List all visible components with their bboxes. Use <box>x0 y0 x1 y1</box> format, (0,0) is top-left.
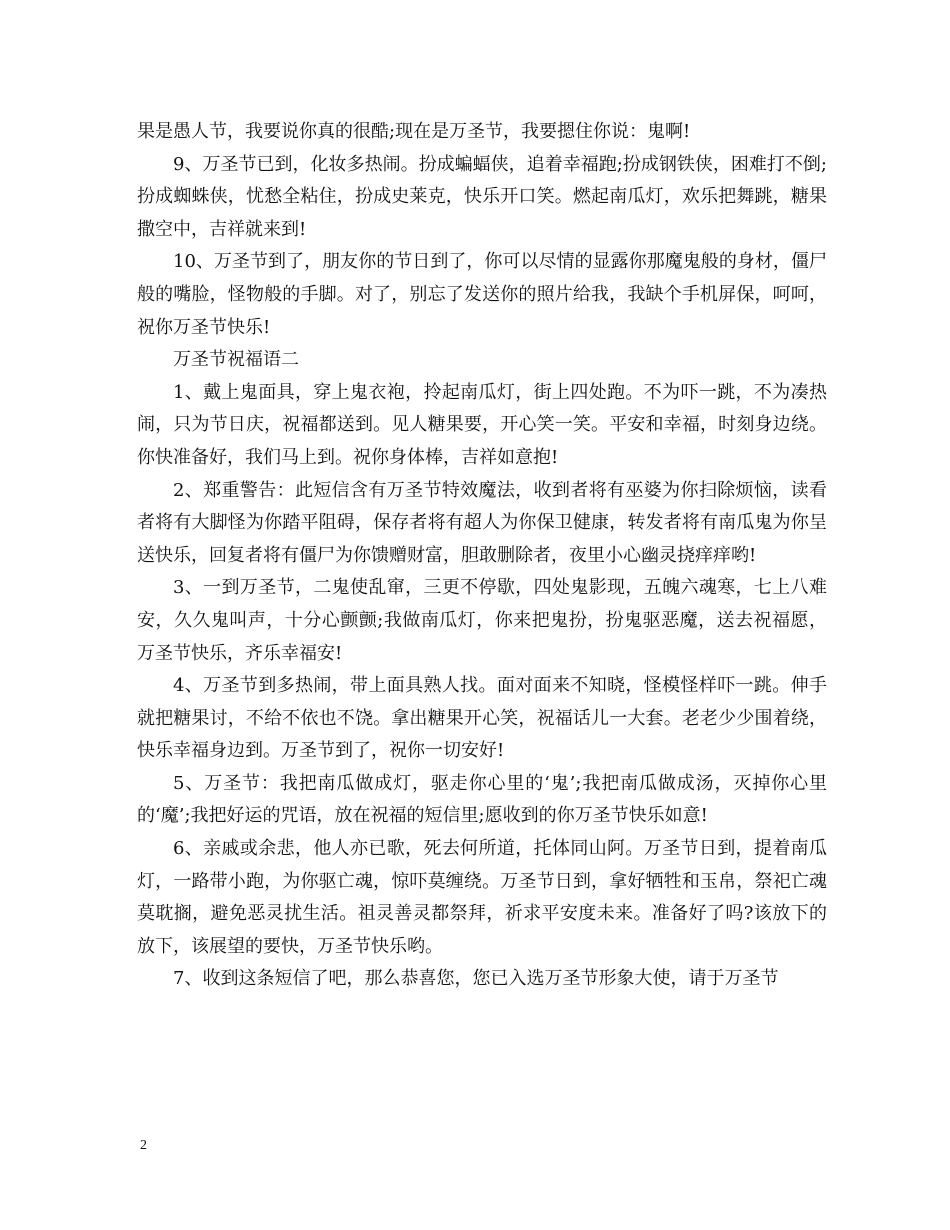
section-heading: 万圣节祝福语二 <box>173 349 299 371</box>
paragraph: 2、郑重警告：此短信含有万圣节特效魔法，收到者将有巫婆为你扫除烦恼，读看者将有大脚怪为你踏平阻碍，保存者将有超人为你保卫健康，转发者将有南瓜鬼为你呈送快乐，回复者将有僵尸为你馈赠财富，胆敢删除者，夜里小心幽灵挠痒痒哟! <box>137 479 827 566</box>
paragraph: 7、收到这条短信了吧，那么恭喜您，您已入选万圣节形象大使，请于万圣节 <box>173 968 779 990</box>
paragraph: 10、万圣节到了，朋友你的节日到了，你可以尽情的显露你那魔鬼般的身材，僵尸般的嘴脸，怪物般的手脚。对了，别忘了发送你的照片给我，我缺个手机屏保，呵呵，祝你万圣节快乐! <box>137 251 827 338</box>
paragraph: 9、万圣节已到，化妆多热闹。扮成蝙蝠侠，追着幸福跑;扮成钢铁侠，困难打不倒;扮成蜘蛛侠，忧愁全粘住，扮成史莱克，快乐开口笑。燃起南瓜灯，欢乐把舞跳，糖果撒空中，吉祥就来到! <box>137 153 827 240</box>
paragraph: 果是愚人节，我要说你真的很酷;现在是万圣节，我要摁住你说：鬼啊! <box>137 121 691 142</box>
paragraph: 3、一到万圣节，二鬼使乱窜，三更不停歇，四处鬼影现，五魄六魂寒，七上八难安，久久鬼叫声，十分心颤颤;我做南瓜灯，你来把鬼扮，扮鬼驱恶魔，送去祝福愿，万圣节快乐，齐乐幸福安! <box>137 577 827 664</box>
paragraph: 6、亲戚或余悲，他人亦已歌，死去何所道，托体同山阿。万圣节日到，提着南瓜灯，一路带小跑，为你驱亡魂，惊吓莫缠绕。万圣节日到，拿好牺牲和玉帛，祭祀亡魂莫耽搁，避免恶灵扰生活。祖灵善灵都祭拜，祈求平安度未来。准备好了吗?该放下的放下，该展望的要快，万圣节快乐哟。 <box>137 838 827 957</box>
paragraph: 1、戴上鬼面具，穿上鬼衣袍，拎起南瓜灯，街上四处跑。不为吓一跳，不为凑热闹，只为节日庆，祝福都送到。见人糖果要，开心笑一笑。平安和幸福，时刻身边绕。你快准备好，我们马上到。祝你身体棒，吉祥如意抱! <box>137 381 827 468</box>
document-body <box>137 116 827 996</box>
page-number: 2 <box>140 1138 147 1153</box>
paragraph: 5、万圣节：我把南瓜做成灯，驱走你心里的‘鬼’;我把南瓜做成汤，灭掉你心里的‘魔’;我把好运的咒语，放在祝福的短信里;愿收到的你万圣节快乐如意! <box>137 772 827 827</box>
paragraph: 4、万圣节到多热闹，带上面具熟人找。面对面来不知晓，怪模怪样吓一跳。伸手就把糖果讨，不给不依也不饶。拿出糖果开心笑，祝福话儿一大套。老老少少围着绕，快乐幸福身边到。万圣节到了，祝你一切安好! <box>137 675 827 762</box>
